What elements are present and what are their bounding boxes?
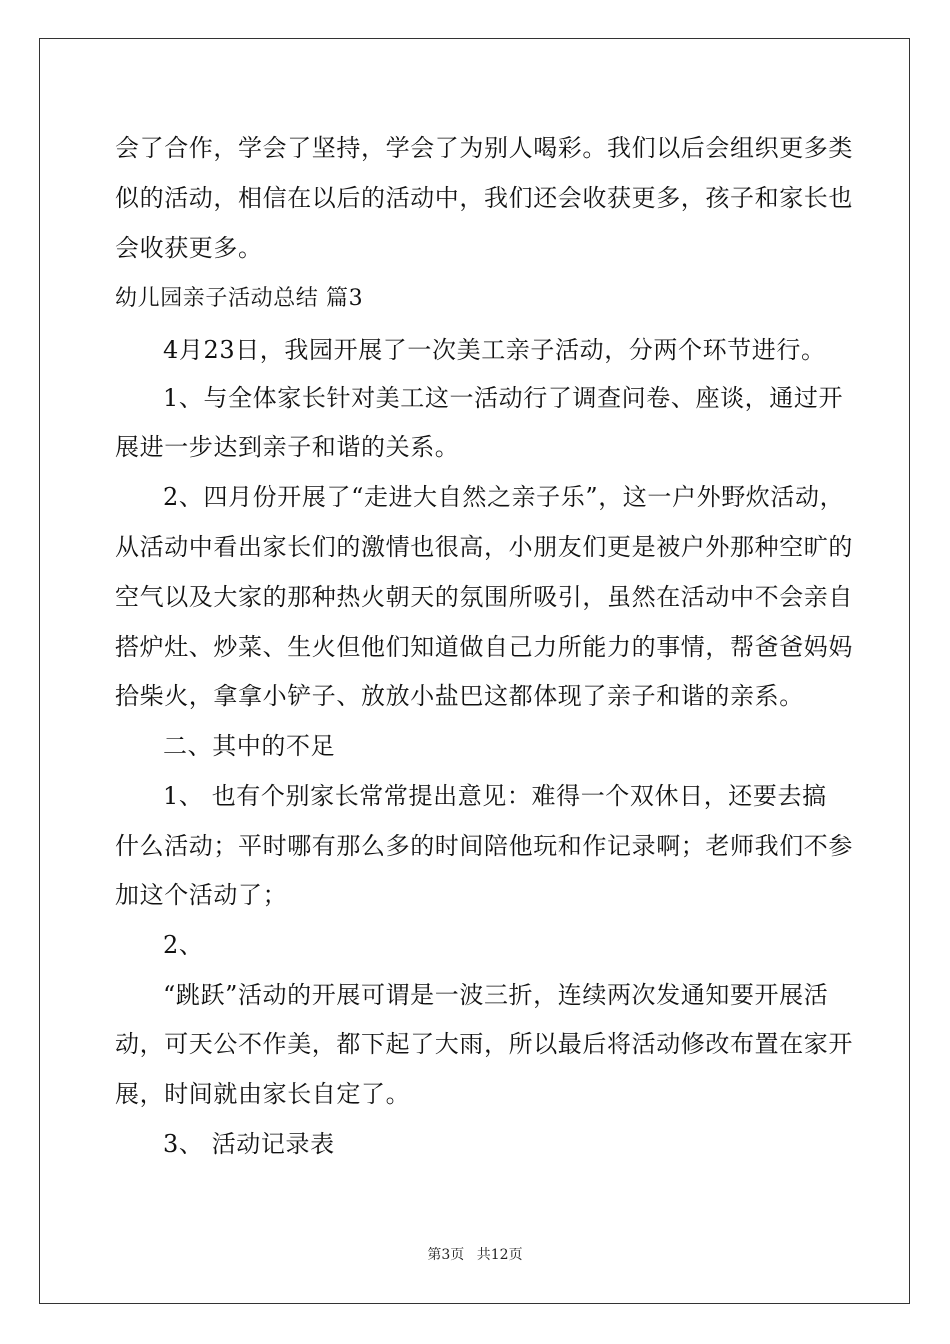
page-total: 共12页 xyxy=(476,1247,523,1263)
text-line: 1、 也有个别家长常常提出意见：难得一个双休日，还要去搞 xyxy=(163,782,827,810)
text-line: 什么活动；平时哪有那么多的时间陪他玩和作记录啊；老师我们不参 xyxy=(115,832,853,860)
text-line: 搭炉灶、炒菜、生火但他们知道做自己力所能力的事情，帮爸爸妈妈 xyxy=(115,633,853,661)
text-line: 空气以及大家的那种热火朝天的氛围所吸引，虽然在活动中不会亲自 xyxy=(115,583,853,611)
page-footer xyxy=(0,1246,950,1264)
page-border xyxy=(39,38,910,1304)
text-line: 2、四月份开展了“走进大自然之亲子乐”，这一户外野炊活动， xyxy=(163,483,845,511)
text-line: 拾柴火，拿拿小铲子、放放小盐巴这都体现了亲子和谐的亲系。 xyxy=(115,682,804,710)
text-line: 会了合作，学会了坚持，学会了为别人喝彩。我们以后会组织更多类 xyxy=(115,134,853,162)
text-line: 动，可天公不作美，都下起了大雨，所以最后将活动修改布置在家开 xyxy=(115,1030,853,1058)
page-number: 第3页 xyxy=(427,1247,465,1263)
text-line: 2、 xyxy=(163,931,204,959)
text-line: 展进一步达到亲子和谐的关系。 xyxy=(115,433,460,461)
text-line: 会收获更多。 xyxy=(115,234,263,262)
text-line: 加这个活动了； xyxy=(115,881,288,909)
text-line: “跳跃”活动的开展可谓是一波三折，连续两次发通知要开展活 xyxy=(163,981,829,1009)
text-line: 3、 活动记录表 xyxy=(163,1130,335,1158)
text-line: 展，时间就由家长自定了。 xyxy=(115,1080,411,1108)
text-line: 4月23日，我园开展了一次美工亲子活动，分两个环节进行。 xyxy=(163,336,826,364)
text-line: 二、其中的不足 xyxy=(163,732,336,760)
text-line: 从活动中看出家长们的激情也很高，小朋友们更是被户外那种空旷的 xyxy=(115,533,853,561)
text-line: 似的活动，相信在以后的活动中，我们还会收获更多，孩子和家长也 xyxy=(115,184,853,212)
text-line: 1、与全体家长针对美工这一活动行了调查问卷、座谈，通过开 xyxy=(163,384,844,412)
section-heading: 幼儿园亲子活动总结 篇3 xyxy=(115,286,364,311)
